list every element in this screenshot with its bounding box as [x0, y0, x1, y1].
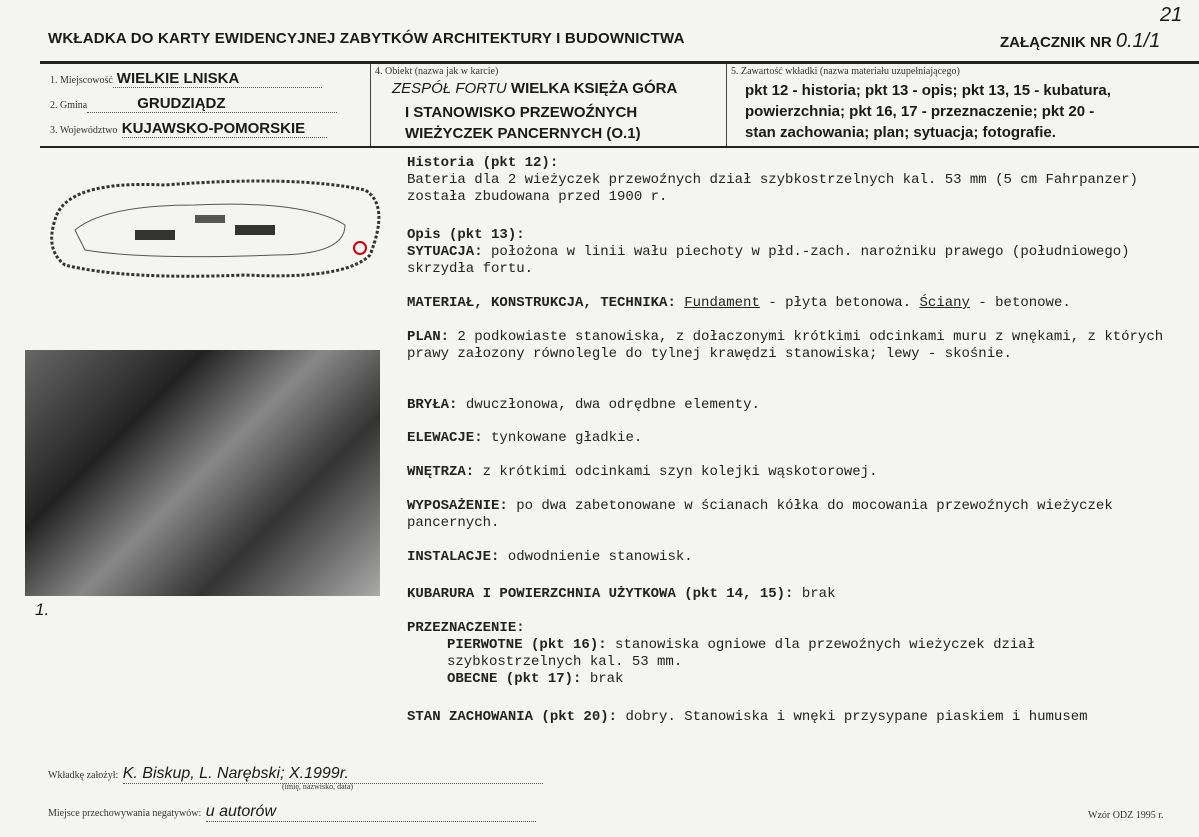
- label: 1. Miejscowość: [50, 75, 113, 86]
- heading: MATERIAŁ, KONSTRUKCJA, TECHNIKA:: [407, 295, 676, 311]
- divider: [726, 64, 727, 146]
- obiekt-line: WIEŻYCZEK PANCERNYCH (O.1): [405, 125, 641, 142]
- zawartosc-value: [745, 80, 1111, 143]
- heading: ELEWACJE:: [407, 430, 483, 446]
- zawartosc-line: pkt 12 - historia; pkt 13 - opis; pkt 13, 15 - kubatura,: [745, 82, 1111, 99]
- section-bryla: [407, 397, 1177, 414]
- zalozyl-hint: (imię, nazwisko, data): [282, 782, 354, 791]
- section-material: [407, 295, 1177, 312]
- field-miejscowosc: [50, 70, 355, 88]
- photo: [25, 350, 380, 596]
- section-elewacje: [407, 430, 1177, 447]
- section-stan: [407, 709, 1177, 726]
- section-opis: [407, 227, 1177, 278]
- attachment-value: 0.1/1: [1115, 30, 1161, 52]
- page-number: 21: [1160, 4, 1183, 26]
- obiekt-line: I STANOWISKO PRZEWOŹNYCH: [405, 104, 638, 121]
- footer-negatywy: [48, 803, 536, 822]
- text: Fundament: [684, 295, 760, 311]
- field-wojewodztwo: [50, 120, 355, 138]
- heading: KUBARURA I POWIERZCHNIA UŻYTKOWA (pkt 14, 15):: [407, 586, 794, 602]
- value: GRUDZIĄDZ: [87, 95, 337, 113]
- obiekt-label: 4. Obiekt (nazwa jak w karcie): [375, 66, 499, 77]
- heading: WNĘTRZA:: [407, 464, 475, 480]
- text: brak: [793, 586, 836, 602]
- label: 2. Gmina: [50, 100, 88, 111]
- divider: [40, 146, 1199, 148]
- site-plan-map: [45, 160, 385, 300]
- text: położona w linii wału piechoty w płd.-zach. narożniku prawego (południowego) skrzydła fortu.: [407, 244, 1130, 277]
- text: brak: [581, 671, 624, 687]
- text: dobry. Stanowiska i wnęki przysypane piaskiem i humusem: [617, 709, 1088, 725]
- field-gmina: [50, 95, 355, 113]
- heading: PLAN:: [407, 329, 450, 345]
- zawartosc-line: powierzchnia; pkt 16, 17 - przeznaczenie; pkt 20 -: [745, 103, 1095, 120]
- text: 2 podkowiaste stanowiska, z dołaczonymi krótkimi odcinkami muru z wnękami, z których prawy załozony równolegle do tylnej krawędzi stanowiska; lewy - skośnie.: [407, 329, 1164, 362]
- heading: INSTALACJE:: [407, 549, 500, 565]
- value: K. Biskup, L. Narębski; X.1999r.: [123, 765, 543, 784]
- form-title: WKŁADKA DO KARTY EWIDENCYJNEJ ZABYTKÓW ARCHITEKTURY I BUDOWNICTWA: [48, 30, 685, 47]
- text: z krótkimi odcinkami szyn kolejki wąskotorowej.: [474, 464, 878, 480]
- section-instalacje: [407, 549, 1177, 566]
- value: KUJAWSKO-POMORSKIE: [122, 120, 327, 138]
- label: 3. Województwo: [50, 125, 118, 136]
- section-wyposazenie: [407, 498, 1177, 532]
- divider: [40, 61, 1199, 64]
- label: Miejsce przechowywania negatywów:: [48, 808, 202, 819]
- value: u autorów: [206, 803, 536, 822]
- text: tynkowane gładkie.: [482, 430, 643, 446]
- label: Wkładkę założył:: [48, 770, 119, 781]
- text: - płyta betonowa.: [759, 295, 920, 311]
- section-wnetrza: [407, 464, 1177, 481]
- value: WIELKIE LNISKA: [113, 70, 322, 88]
- text: odwodnienie stanowisk.: [499, 549, 693, 565]
- obiekt-value: [392, 80, 677, 97]
- heading: PRZEZNACZENIE:: [407, 620, 525, 636]
- section-przeznaczenie: [407, 620, 1177, 688]
- heading: Opis (pkt 13):: [407, 227, 525, 243]
- heading: STAN ZACHOWANIA (pkt 20):: [407, 709, 618, 725]
- heading: Historia (pkt 12):: [407, 155, 559, 171]
- heading: BRYŁA:: [407, 397, 458, 413]
- text: stanowiska ogniowe dla przewoźnych wieżyczek dział szybkostrzelnych kal. 53 mm.: [447, 637, 1036, 670]
- section-plan: [407, 329, 1177, 363]
- text: po dwa zabetonowane w ścianach kółka do mocowania przewoźnych wieżyczek pancernych.: [407, 498, 1113, 531]
- heading: OBECNE (pkt 17):: [447, 671, 582, 687]
- attachment-label: ZAŁĄCZNIK NR: [1000, 34, 1112, 51]
- heading: PIERWOTNE (pkt 16):: [447, 637, 607, 653]
- obiekt-line: WIELKA KSIĘŻA GÓRA: [510, 80, 678, 97]
- divider: [370, 64, 371, 146]
- zawartosc-line: stan zachowania; plan; sytuacja; fotografie.: [745, 124, 1056, 141]
- text: - betonowe.: [969, 295, 1071, 311]
- section-historia: [407, 155, 1177, 206]
- heading: WYPOSAŻENIE:: [407, 498, 508, 514]
- zawartosc-label: 5. Zawartość wkładki (nazwa materiału uzupełniającego): [731, 66, 960, 77]
- photo-caption: 1.: [35, 600, 50, 619]
- section-kubatura: [407, 586, 1177, 603]
- text: dwuczłonowa, dwa odrędbne elementy.: [457, 397, 760, 413]
- heading: SYTUACJA:: [407, 244, 483, 260]
- obiekt-line: ZESPÓŁ FORTU: [392, 80, 507, 97]
- text: Bateria dla 2 wieżyczek przewoźnych dział szybkostrzelnych kal. 53 mm (5 cm Fahrpanzer) została zbudowana przed 1900 r.: [407, 172, 1138, 205]
- form-version: Wzór ODZ 1995 r.: [1088, 810, 1164, 821]
- text: Ściany: [919, 295, 970, 311]
- attachment-number: [1000, 30, 1160, 53]
